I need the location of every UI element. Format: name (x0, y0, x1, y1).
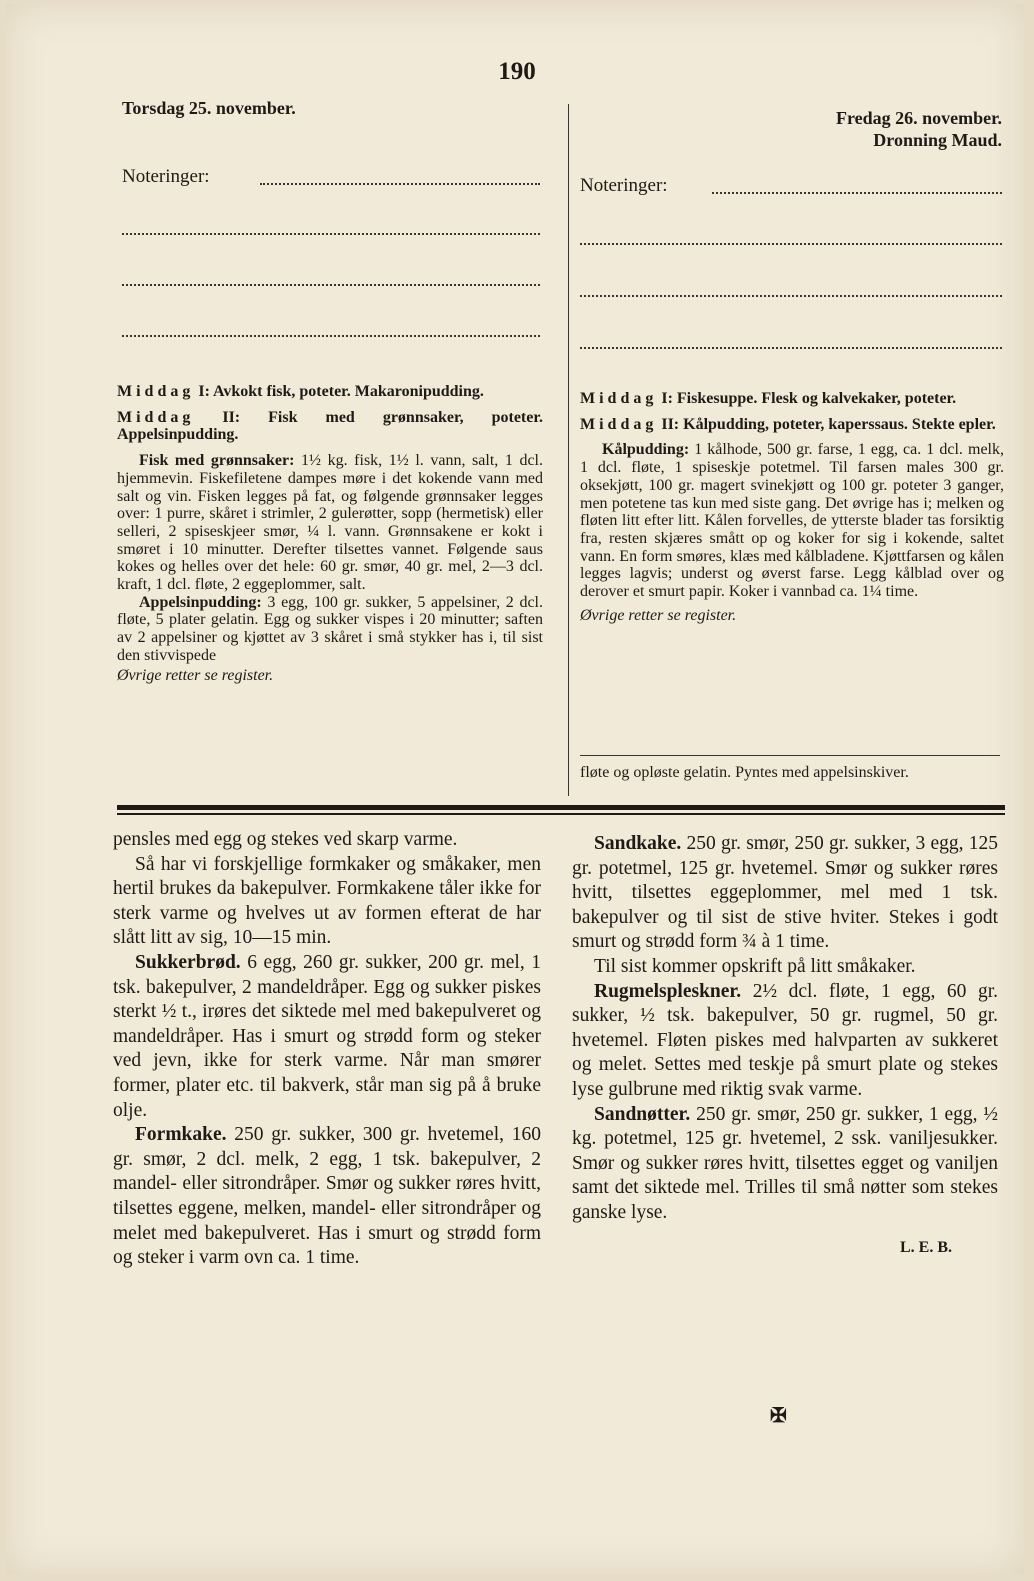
column-divider (568, 104, 569, 796)
left-notes-label: Noteringer: (122, 166, 210, 187)
lower-left-para-4: Formkake. 250 gr. sukker, 300 gr. hvetemel, 160 gr. smør, 2 dcl. melk, 2 egg, 1 tsk. bakepulver, 2 mandel- eller sitrondråper. Smør og sukker røres hvitt, tilsettes eggene, melken, mandel- eller sitrondråper og melet med bakepulveret. Has i smurt og strødd form og steker i varm ovn ca. 1 time. (113, 1124, 541, 1269)
left-note-line-4 (122, 335, 540, 337)
right-middag-1: Middag I: Fiskesuppe. Flesk og kalvekaker, poteter. (580, 390, 957, 407)
section-rule-thin (117, 813, 1005, 815)
right-continuation: fløte og opløste gelatin. Pyntes med appelsinskiver. (580, 764, 909, 781)
right-note-line-2 (580, 243, 1002, 245)
right-notes-label: Noteringer: (580, 175, 668, 196)
right-note-line-3 (580, 295, 1002, 297)
lower-left-para-1: pensles med egg og stekes ved skarp varme. (113, 829, 458, 850)
left-middag-2: Middag II: Fisk med grønnsaker, poteter. Appelsinpudding. (117, 408, 543, 444)
lower-right-para-3: Rugmelspleskner. 2½ dcl. fløte, 1 egg, 60 gr. sukker, ½ tsk. bakepulver, 50 gr. rugmel, 50 gr. hvetemel. Fløten piskes med halvparten av sukkeret og melet. Settes med teskje på smurt plate og stekes lyse gulbrune med riktig svak varme. (572, 980, 998, 1100)
left-recipe-2: Appelsinpudding: 3 egg, 100 gr. sukker, 5 appelsiner, 2 dcl. fløte, 5 plater gelatin. Egg og sukker vispes i 20 minutter; saften av 2 appelsiner og kjøttet av 3 skåret i små stykker has i, til sist den stivvispede (117, 593, 543, 664)
right-recipe-1: Kålpudding: 1 kålhode, 500 gr. farse, 1 egg, ca. 1 dcl. melk, 1 dcl. fløte, 1 spiseskje potetmel. Til farsen males 300 gr. oksekjøtt, 100 gr. magert svinekjøtt og 100 gr. poteter 3 ganger, men potetene tas kun med siste gang. Det øvrige has i; melken og fløten litt efter litt. Kålen forvelles, de ytterste blader tas forsiktig fra, resten skjæres smått op og koker for sig i kokende, saltet vann. En form smøres, klæs med kålbladene. Kjøttfarsen og kålen legges lagvis; underst og øverst farse. Legg kålblad over og derover et smurt papir. Koker i vannbad ca. 1¼ time. (580, 441, 1004, 601)
lower-right-para-2: Til sist kommer opskrift på litt småkaker. (594, 955, 916, 977)
left-note-line-3 (122, 284, 540, 286)
printer-mark: ✠ (770, 1405, 787, 1427)
right-note-line-4 (580, 347, 1002, 349)
left-menu-block (117, 383, 543, 684)
lower-left-column (113, 828, 541, 1271)
page-number: 190 (498, 58, 536, 85)
page (6, 4, 1024, 1574)
lower-right-para-4: Sandnøtter. 250 gr. smør, 250 gr. sukker, 1 egg, ½ kg. potetmel, 125 gr. hvetemel, 2 ssk. vaniljesukker. Smør og sukker røres hvitt, tilsettes egget og vaniljen samt det siktede mel. Trilles til små nøtter som stekes ganske lyse. (572, 1103, 998, 1223)
right-divider (580, 755, 1000, 756)
right-middag-2: Middag II: Kålpudding, poteter, kaperssaus. Stekte epler. (580, 415, 996, 433)
lower-right-para-1: Sandkake. 250 gr. smør, 250 gr. sukker, 3 egg, 125 gr. potetmel, 125 gr. hvetemel. Smør og sukker røres hvitt, tilsettes eggeplommer, mel med 1 tsk. bakepulver og til sist de stive hviter. Stekes i godt smurt og strødd form ¾ à 1 time. (572, 833, 998, 953)
left-note-line-1 (260, 183, 540, 185)
left-middag-1: Middag I: Avkokt fisk, poteter. Makaronipudding. (117, 383, 484, 400)
right-date: Fredag 26. november. (836, 108, 1002, 128)
right-note-line-1 (712, 192, 1002, 194)
right-footer: Øvrige retter se register. (580, 606, 737, 624)
right-holiday: Dronning Maud. (873, 130, 1002, 150)
left-note-line-2 (122, 233, 540, 235)
lower-right-column (572, 832, 998, 1260)
left-recipe-1: Fisk med grønnsaker: 1½ kg. fisk, 1½ l. vann, salt, 1 dcl. hjemmevin. Fiskefiletene dampes møre i det kokende vann med salt og vin. Fisken legges på fat, og følgende grønnsaker legges over: 1 purre, skåret i strimler, 2 gulerøtter, sopp (hermetisk) eller selleri, 2 spiseskjeer smør, ¼ l. vann. Grønnsakene er kokt i smøret i 10 minutter. Derefter tilsettes vannet. Følgende saus kokes og helles over det hele: 60 gr. smør, 40 gr. mel, 2—3 dcl. kraft, 1 dcl. fløte, 2 eggeplommer, salt. (117, 452, 543, 594)
section-rule-thick (117, 805, 1005, 810)
left-date: Torsdag 25. november. (122, 98, 296, 118)
lower-left-para-2: Så har vi forskjellige formkaker og småkaker, men hertil brukes da bakepulver. Formkakene tåler ikke for sterk varme og hvelves ut av formen efterat de har slått litt av sig, 10—15 min. (113, 853, 541, 949)
left-footer: Øvrige retter se register. (117, 666, 274, 684)
lower-left-para-3: Sukkerbrød. 6 egg, 260 gr. sukker, 200 gr. mel, 1 tsk. bakepulver, 2 mandeldråper. Egg og sukker piskes sterkt ½ t., irøres det siktede mel med bakepulveret og mandeldråper. Has i smurt og strødd form og steker ved jevn, ikke for sterk varme. Når man smører former, plater etc. til bakverk, står man sig på å bruke olje. (113, 951, 541, 1121)
signature: L. E. B. (899, 1238, 952, 1256)
right-menu-block (580, 390, 1004, 624)
